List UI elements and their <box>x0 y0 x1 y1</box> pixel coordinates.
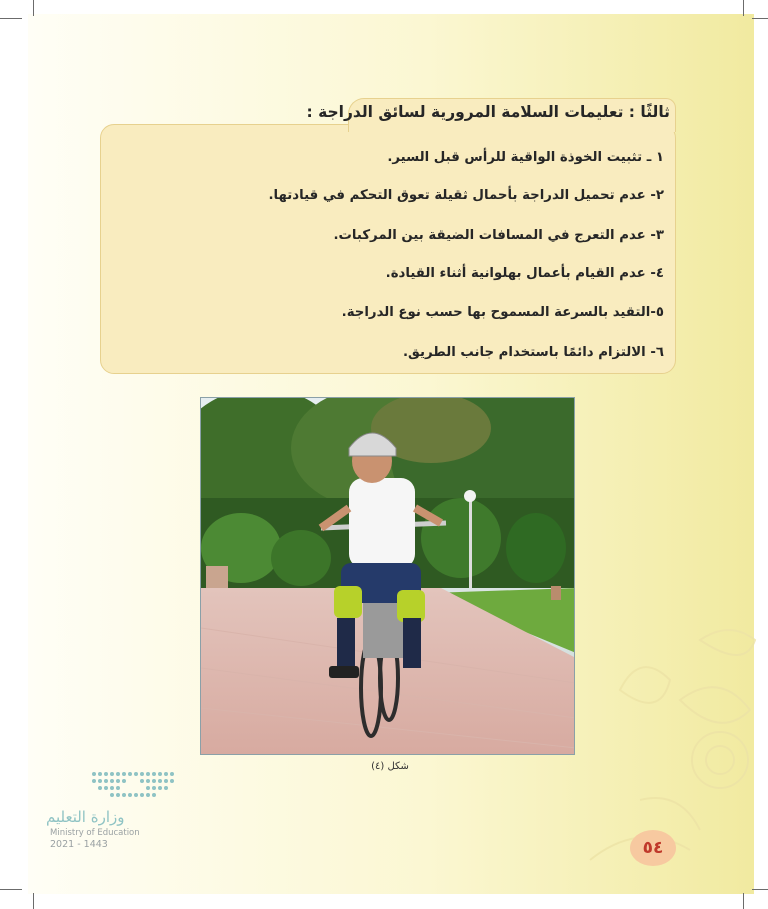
ministry-name-arabic: وزارة التعليم <box>46 808 125 826</box>
rule-item-3: ٣- عدم التعرج في المسافات الضيقة بين المركبات. <box>333 228 664 243</box>
rule-item-1: ١ ـ تثبيت الخوذة الواقية للرأس قبل السير. <box>387 150 664 165</box>
ministry-logo-dots-icon <box>90 770 180 802</box>
boy-riding-bicycle-photo <box>200 397 575 755</box>
ministry-year: 2021 - 1443 <box>50 839 108 850</box>
heading-tab-join <box>349 126 675 132</box>
page-number-badge <box>630 830 676 866</box>
rule-item-4: ٤- عدم القيام بأعمال بهلوانية أثناء القيادة. <box>385 266 664 281</box>
figure-caption: شكل (٤) <box>371 761 409 772</box>
rule-item-2: ٢- عدم تحميل الدراجة بأحمال ثقيلة تعوق التحكم في قيادتها. <box>268 188 664 203</box>
rule-item-6: ٦- الالتزام دائمًا باستخدام جانب الطريق. <box>402 345 664 360</box>
ministry-name-english: Ministry of Education <box>50 828 140 838</box>
section-heading: ثالثًا : تعليمات السلامة المرورية لسائق الدراجة : <box>306 103 670 121</box>
rule-item-5: ٥-التقيد بالسرعة المسموح بها حسب نوع الدراجة. <box>341 305 664 320</box>
page-number: ٥٤ <box>642 838 664 858</box>
